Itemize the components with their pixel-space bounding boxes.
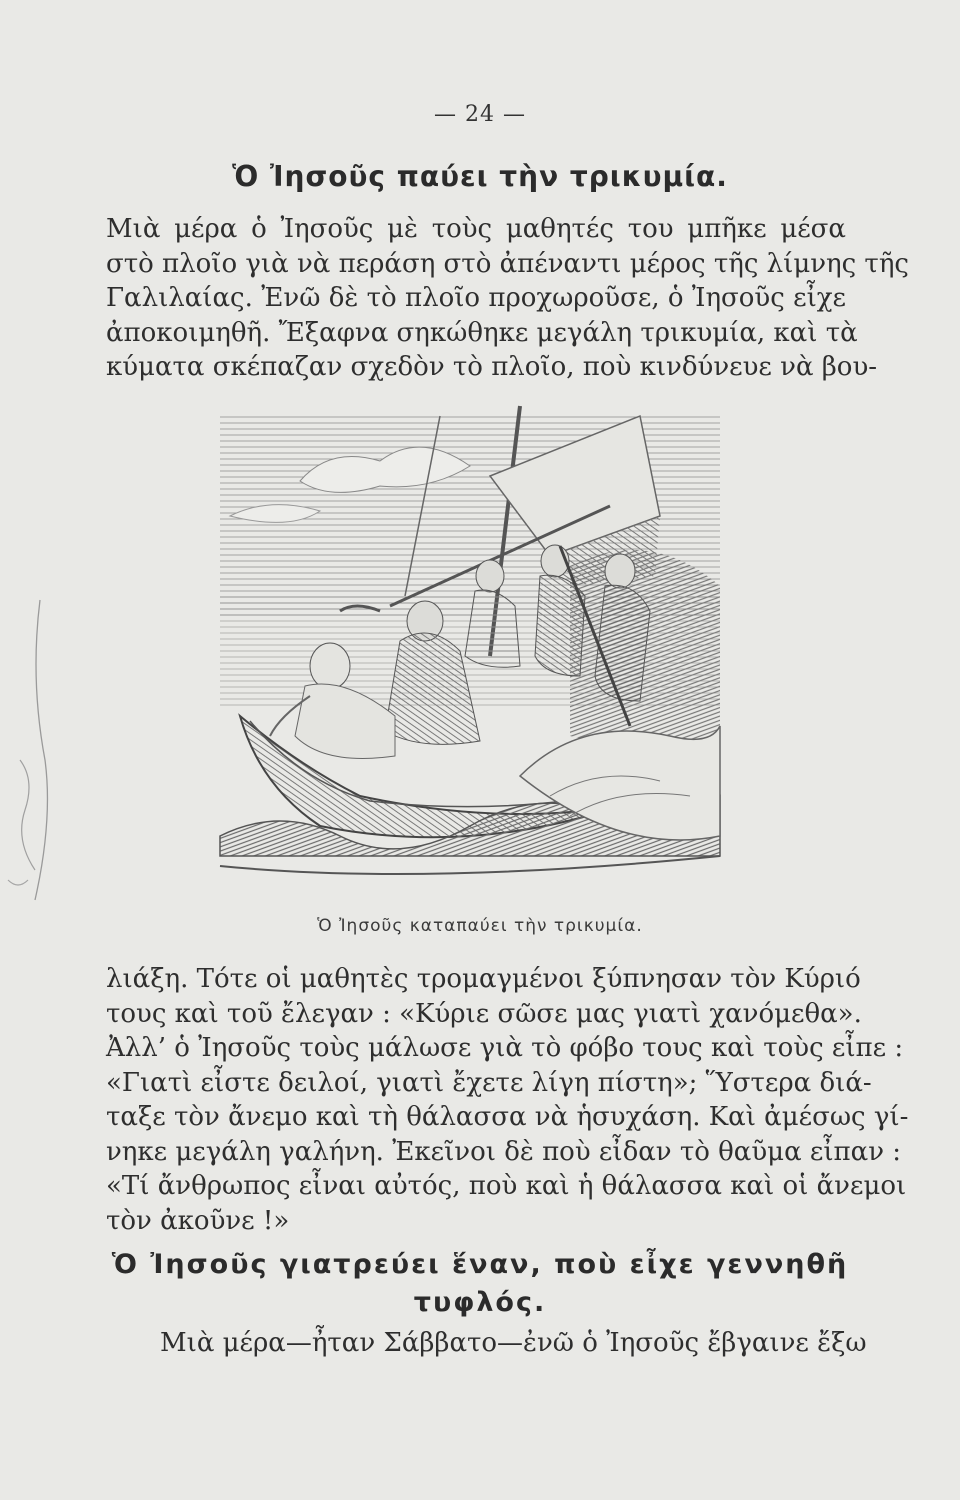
text-line: Γαλιλαίας. Ἐνῶ δὲ τὸ πλοῖο προχωροῦσε, ὁ Ἰησοῦς εἶχε bbox=[106, 283, 846, 313]
paragraph-blind-man-intro bbox=[160, 1326, 867, 1361]
text-line: στὸ πλοῖο γιὰ νὰ περάση στὸ ἀπέναντι μέρος τῆς λίμνης τῆς bbox=[106, 248, 909, 279]
text-line: «Τί ἄνθρωπος εἶναι αὐτός, ποὺ καὶ ἡ θάλασσα καὶ οἱ ἄνεμοι bbox=[106, 1171, 907, 1201]
text-line: νηκε μεγάλη γαλήνη. Ἐκεῖνοι δὲ ποὺ εἶδαν τὸ θαῦμα εἶπαν : bbox=[106, 1136, 902, 1167]
text-line: λιάξη. Τότε οἱ μαθητὲς τρομαγμένοι ξύπνησαν τὸν Κύριό bbox=[106, 964, 861, 994]
text-line: τὸν ἀκοῦνε !» bbox=[106, 1205, 290, 1236]
section-heading-storm: Ὁ Ἰησοῦς παύει τὴν τρικυμία. bbox=[232, 160, 728, 193]
text-line: ἀποκοιμηθῆ. Ἔξαφνα σηκώθηκε μεγάλη τρικυμία, καὶ τὰ bbox=[106, 317, 858, 348]
engraving-illustration bbox=[190, 396, 750, 896]
paragraph-storm-calmed bbox=[106, 962, 909, 1238]
text-line: «Γιατὶ εἶστε δειλοί, γιατὶ ἔχετε λίγη πίστη»; Ὕστερα διά- bbox=[106, 1067, 872, 1098]
text-line: Ἀλλ’ ὁ Ἰησοῦς τοὺς μάλωσε γιὰ τὸ φόβο τους καὶ τοὺς εἶπε : bbox=[106, 1033, 904, 1063]
margin-pencil-scribble bbox=[0, 580, 70, 920]
text-line: τους καὶ τοῦ ἔλεγαν : «Κύριε σῶσε μας γιατὶ χανόμεθα». bbox=[106, 998, 862, 1029]
text-line: κύματα σκέπαζαν σχεδὸν τὸ πλοῖο, ποὺ κινδύνευε νὰ βου- bbox=[106, 352, 878, 382]
text-line: ταξε τὸν ἄνεμο καὶ τὴ θάλασσα νὰ ἡσυχάση. Καὶ ἀμέσως γί- bbox=[106, 1102, 909, 1132]
illustration-caption: Ὁ Ἰησοῦς καταπαύει τὴν τρικυμία. bbox=[317, 916, 643, 936]
text-line: Μιὰ μέρα ὁ Ἰησοῦς μὲ τοὺς μαθητές του μπῆκε μέσα bbox=[106, 214, 846, 244]
paragraph-storm-intro bbox=[106, 212, 909, 385]
text-line: Μιὰ μέρα—ἦταν Σάββατο—ἐνῶ ὁ Ἰησοῦς ἔβγαινε ἔξω bbox=[160, 1328, 867, 1358]
section-heading-blind-man: Ὁ Ἰησοῦς γιατρεύει ἕναν, ποὺ εἶχε γεννηθῆ τυφλός. bbox=[111, 1249, 849, 1318]
page-number: — 24 — bbox=[434, 102, 526, 127]
